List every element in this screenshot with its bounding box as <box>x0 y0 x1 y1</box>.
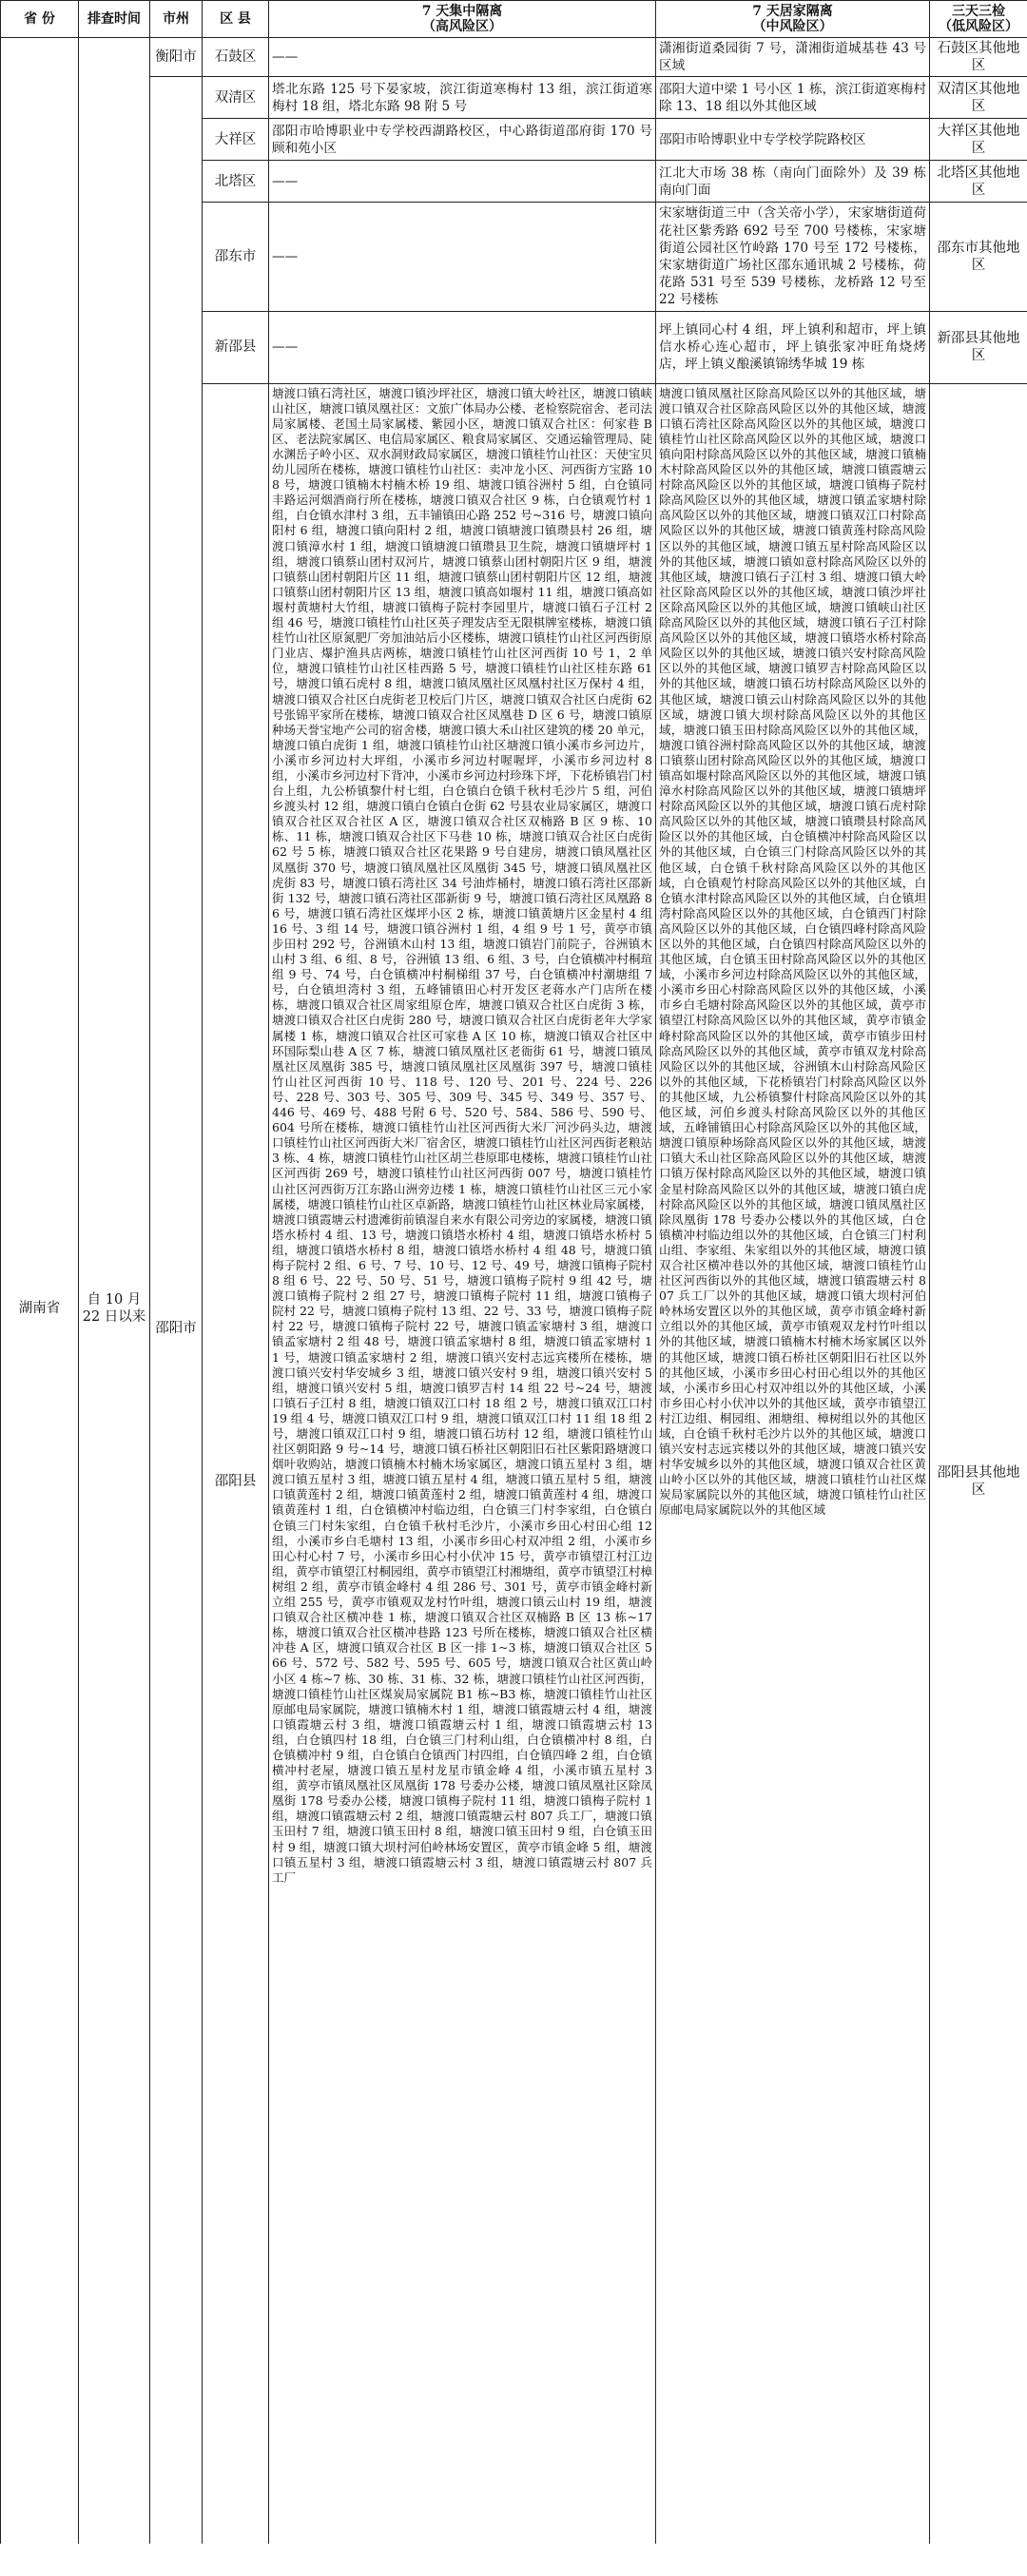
table-row <box>1 77 1027 119</box>
low-risk-cell: 新邵县其他地区 <box>930 311 1027 383</box>
county-cell: 双清区 <box>203 77 269 119</box>
table-row <box>1 38 1027 77</box>
mid-risk-cell: 邵阳大道中梁 1 号小区 1 栋，滨江街道寒梅村除 13、18 组以外其他区域 <box>656 77 930 119</box>
mid-risk-cell: 塘渡口镇凤凰社区除高风险区以外的其他区域，塘渡口镇双合社区除高风险区以外的其他区域，塘渡口镇石湾社区除高风险区以外的其他区域，塘渡口镇桂竹山社区除高风险区以外的其他区域，塘渡口镇向阳村除高风险区以外的其他区域，塘渡口镇楠木村除高风险区以外的其他区域，塘渡口镇霞塘云村除高风险区以外的其他区域，塘渡口镇梅子院村除高风险区以外的其他区域，塘渡口镇孟家塘村除高风险区以外的其他区域，塘渡口镇双江口村除高风险区以外的其他区域，塘渡口镇黄莲村除高风险区以外的其他区域，塘渡口镇五星村除高风险区以外的其他区域，塘渡口镇如意村除高风险区以外的其他区域，塘渡口镇石子江村 3 组、塘渡口镇大岭社区除高风险区以外的其他区域，塘渡口镇沙坪社区除高风险区以外的其他区域，塘渡口镇峡山社区除高风险区以外的其他区域，塘渡口镇石子江村除高风险区以外的其他区域，塘渡口镇塔水桥村除高风险区以外的其他区域，塘渡口镇兴安村除高风险区以外的其他区域，塘渡口镇罗吉村除高风险区以外的其他区域，塘渡口镇石坊村除高风险区以外的其他区域，塘渡口镇云山村除高风险区以外的其他区域，塘渡口镇大坝村除高风险区以外的其他区域，塘渡口镇玉田村除高风险区以外的其他区域，塘渡口镇谷洲村除高风险区以外的其他区域，塘渡口镇蔡山团村除高风险区以外的其他区域，塘渡口镇高如堰村除高风险区以外的其他区域，塘渡口镇漳水村除高风险区以外的其他区域，塘渡口镇塘坪村除高风险区以外的其他区域，塘渡口镇石虎村除高风险区以外的其他区域，塘渡口镇瓒县村除高风险区以外的其他区域，白仓镇横冲村除高风险区以外的其他区域，白仓镇三门村除高风险区以外的其他区域，白仓镇千秋村除高风险区以外的其他区域，白仓镇观竹村除高风险区以外的其他区域，白仓镇水津村除高风险区以外的其他区域，白仓镇坦湾村除高风险区以外的其他区域，白仓镇西门村除高风险区以外的其他区域，白仓镇四峰村除高风险区以外的其他区域，白仓镇四村除高风险区以外的其他区域，白仓镇玉田村除高风险区以外的其他区域，小溪市乡河边村除高风险区以外的其他区域，小溪市乡田心村除高风险区以外的其他区域，小溪市乡白毛塘村除高风险区以外的其他区域，黄亭市镇望江村除高风险区以外的其他区域，黄亭市镇金峰村除高风险区以外的其他区域，黄亭市镇步田村除高风险区以外的其他区域，黄亭市镇双龙村除高风险区以外的其他区域，谷洲镇木山村除高风险区以外的其他区域，下花桥镇岩门村除高风险区以外的其他区域，九公桥镇黎什村除高风险区以外的其他区域，河伯乡渡头村除高风险区以外的其他区域，五峰铺镇田心村除高风险区以外的其他区域，塘渡口镇原种场除高风险区以外的其他区域，塘渡口镇大禾山社区除高风险区以外的其他区域，塘渡口镇万保村除高风险区以外的其他区域，塘渡口镇金星村除高风险区以外的其他区域，塘渡口镇白虎村除高风险区以外的其他区域，塘渡口镇凤凰社区除凤凰街 178 号委办公楼以外的其他区域，白仓镇横冲村临边组以外的其他区域，白仓镇三门村利山组、李家组、朱家组以外的其他区域，塘渡口镇双合社区横冲巷以外的其他区域，塘渡口镇桂竹山社区河西街以外的其他区域，塘渡口镇霞塘云村 807 兵工厂以外的其他区域，塘渡口镇大坝村河伯岭林场安置区以外的其他区域，黄亭市镇金峰村新立组以外的其他区域，黄亭市镇观双龙村竹叶组以外的其他区域，塘渡口镇楠木村楠木场家属区以外的其他区域，塘渡口镇石桥社区朝阳旧石社区以外的其他区域，小溪市乡田心村田心组以外的其他区域，小溪市乡田心村双冲组以外的其他区域，小溪市乡田心村小伏冲以外的其他区域，黄亭市镇望江村江边组、桐园组、湘塘组、樟树组以外的其他区域，白仓镇千秋村毛沙片以外的其他区域，塘渡口镇兴安村志远宾楼以外的其他区域，塘渡口镇兴安村华安城乡以外的其他区域，塘渡口镇双合社区黄山岭小区以外的其他区域，塘渡口镇桂竹山社区煤炭局家属院以外的其他区域，塘渡口镇桂竹山社区原邮电局家属院以外的其他区域 <box>656 383 930 2544</box>
county-cell: 邵东市 <box>203 203 269 311</box>
high-risk-cell: 塘渡口镇石湾社区，塘渡口镇沙坪社区，塘渡口镇大岭社区，塘渡口镇峡山社区，塘渡口镇凤凰社区：文旅广体局办公楼、老检察院宿舍、老司法局家属楼、老国土局家属楼、紫园小区，塘渡口镇双合社区：何家巷 B 区、老法院家属区、电信局家属区、粮食局家属区、交通运输管理局、陡水渊岳子岭小区、双水洞财政局家属区，塘渡口镇桂竹山社区：天使宝贝幼儿园所在楼栋，塘渡口镇桂竹山社区：卖冲龙小区、河西街方宝路 108 号，塘渡口镇楠木村楠木桥 19 组、塘渡口镇谷洲村 5 组，白仓镇同丰路运河烟酒商行所在楼栋，塘渡口镇双合社区 9 栋，白仓镇观竹村 1 组，白仓镇水津村 3 组，五丰铺镇田心路 252 号~316 号，塘渡口镇向阳村 6 组，塘渡口镇向阳村 2 组，塘渡口镇塘渡口镇瓒县村 26 组，塘渡口镇漳水村 1 组，塘渡口镇塘渡口镇瓒县卫生院，塘渡口镇塘坪村 1 组，塘渡口镇蔡山团村双河片，塘渡口镇蔡山团村朝阳片区 9 组，塘渡口镇蔡山团村朝阳片区 11 组，塘渡口镇蔡山团村朝阳片区 12 组，塘渡口镇蔡山团村朝阳片区 13 组，塘渡口镇高如堰村 11 组，塘渡口镇高如堰村黄塘村大竹组，塘渡口镇梅子院村李园里片，塘渡口镇石子江村 2 组 46 号，塘渡口镇桂竹山社区英子理发店至无限棋牌室楼栋，塘渡口镇桂竹山社区原氮肥厂旁加油站后小区楼栋，塘渡口镇桂竹山社区河西街原门业店、爆护渔具店两栋，塘渡口镇桂竹山社区河西街 10 号 1，2 单位，塘渡口镇桂竹山社区桂西路 5 号，塘渡口镇桂竹山社区桂东路 61 号，塘渡口镇石虎村 8 组，塘渡口镇凤凰社区凤凰村社区万保村 4 组，塘渡口镇双合社区白虎街老卫校后门片区，塘渡口镇双合社区白虎街 62 号张锦平家所在楼栋，塘渡口镇双合社区凤凰巷 D 区 6 号，塘渡口镇原种场天誉宝地产公司的宿舍楼，塘渡口镇大禾山社区建筑的楼 20 单元，塘渡口镇白虎街 1 组，塘渡口镇桂竹山社区塘渡口镇小溪市乡河边片，小溪市乡河边村大坪组，小溪市乡河边村喔喔坪，小溪市乡河边村 8 组，小溪市乡河边村下背冲，小溪市乡河边村珍珠下坪，下花桥镇岩门村台上组，九公桥镇黎什村七组，白仓镇白仓镇千秋村毛沙片 5 组，河伯乡渡头村 12 组，塘渡口镇白仓镇白仓街 62 号县农业局家属区，塘渡口镇双合社区双合社区 A 区，塘渡口镇双合社区双楠路 B 区 9 栋、10 栋、11 栋，塘渡口镇双合社区下马巷 10 栋，塘渡口镇双合社区白虎街 62 号 5 栋，塘渡口镇双合社区花果路 9 号自建房，塘渡口镇凤凰社区凤凰街 370 号，塘渡口镇凤凰社区凤凰街 345 号，塘渡口镇凤凰社区虎街 83 号，塘渡口镇石湾社区 34 号油炸桶村，塘渡口镇石湾社区邵新街 132 号，塘渡口镇石湾社区邵新街 9 号，塘渡口镇石湾社区凤凰路 86 号，塘渡口镇石湾社区煤坪小区 2 栋，塘渡口镇黄塘片区金星村 4 组 16 号、3 组 14 号，塘渡口镇谷洲村 1 组，4 组 9 号 1 号，黄亭市镇步田村 292 号，谷洲镇木山村 13 组，塘渡口镇岩门前院子，谷洲镇木山村 3 组、6 组、8 号，谷洲镇 13 组、6 组、3 号，白仓镇横冲村桐瑄组 9 号、74 号，白仓镇横冲村桐梯组 37 号，白仓镇横冲村潮塘组 7 号，白仓镇坦湾村 3 组，五峰铺镇田心村开发区老蒋水产门店所在楼栋，塘渡口镇双合社区周家组原仓库，塘渡口镇双合社区白虎街 3 栋，塘渡口镇双合社区白虎街 280 号，塘渡口镇双合社区白虎街老年大学家属楼 1 栋，塘渡口镇双合社区可家巷 A 区 10 栋，塘渡口镇双合社区中环国际梨山巷 A 区 7 栋，塘渡口镇凤凰社区老衙街 61 号，塘渡口镇凤凰社区凤凰街 385 号，塘渡口镇凤凰社区凤凰街 397 号，塘渡口镇桂竹山社区河西街 10 号、118 号、120 号、201 号、224 号、226 号、228 号、303 号、305 号、309 号、345 号、349 号、357 号、446 号、469 号、488 号附 6 号、520 号、584、586 号、590 号、604 号所在楼栋，塘渡口镇桂竹山社区河西街大米厂河沙码头边，塘渡口镇桂竹山社区河西街大米厂宿舍区，塘渡口镇桂竹山社区河西街老粮站 3 栋、4 栋，塘渡口镇桂竹山社区胡兰巷原耶电楼栋，塘渡口镇桂竹山社区河西街 269 号，塘渡口镇桂竹山社区河西街 007 号，塘渡口镇桂竹山社区河西街万江东路山洲旁边楼 1 栋，塘渡口镇桂竹山社区三元小家属楼，塘渡口镇桂竹山社区卓新路，塘渡口镇桂竹山社区林业局家属楼，塘渡口镇霞塘云村遗滩街前镇湿自来水有限公司旁边的家属楼，塘渡口镇塔水桥村 4 组、13 号，塘渡口镇塔水桥村 4 组，塘渡口镇塔水桥村 5 组，塘渡口镇塔水桥村 8 组，塘渡口镇塔水桥村 4 组 48 号，塘渡口镇梅子院村 2 组、6 号、7 号、10 号、12 号、49 号，塘渡口镇梅子院村 8 组 6 号、22 号、50 号、51 号，塘渡口镇梅子院村 9 组 42 号，塘渡口镇梅子院村 2 组 27 号，塘渡口镇梅子院村 11 组，塘渡口镇梅子院村 22 号，塘渡口镇梅子院村 13 组、22 号、33 号，塘渡口镇梅子院村 22 号，塘渡口镇梅子院村 22 号，塘渡口镇孟家塘村 3 组，塘渡口镇孟家塘村 2 组 48 号，塘渡口镇孟家塘村 8 组，塘渡口镇孟家塘村 11 号，塘渡口镇孟家塘村 2 组，塘渡口镇兴安村志远宾楼所在楼栋，塘渡口镇兴安村华安城乡 3 组，塘渡口镇兴安村 9 组，塘渡口镇兴安村 5 组，塘渡口镇兴安村 5 组，塘渡口镇罗吉村 14 组 22 号~24 号，塘渡口镇石子江村 8 组，塘渡口镇双江口村 18 组 2 号，塘渡口镇双江口村 19 组 4 号，塘渡口镇双江口村 9 组，塘渡口镇双江口村 11 组 18 组 2 号，塘渡口镇双江口村 9 组，塘渡口镇石坊村 12 组，塘渡口镇桂竹山社区朝阳路 9 号~14 号，塘渡口镇石桥社区朝阳旧石社区紫阳路塘渡口烟叶收购站，塘渡口镇楠木村楠木场家属区，塘渡口镇五星村 3 组，塘渡口镇五星村 3 组，塘渡口镇五星村 4 组，塘渡口镇五星村 5 组，塘渡口镇黄莲村 2 组，塘渡口镇黄莲村 2 组，塘渡口镇黄莲村 4 组，塘渡口镇黄莲村 1 组，白仓镇横冲村临边组，白仓镇三门村李家组，白仓镇白仓镇三门村朱家组，白仓镇千秋村毛沙片，小溪市乡田心村田心组 12 组，小溪市乡白毛塘村 13 组，小溪市乡田心村双冲组 2 组，小溪市乡田心村心村 7 号，小溪市乡田心村小伏冲 15 号，黄亭市镇望江村江边组，黄亭市镇望江村桐园组，黄亭市镇望江村湘塘组，黄亭市镇望江村樟树组 2 组，黄亭市镇金峰村 4 组 286 号、301 号，黄亭市镇金峰村新立组 255 号，黄亭市镇观双龙村竹叶组，塘渡口镇云山村 19 组，塘渡口镇双合社区横冲巷 1 栋，塘渡口镇双合社区双楠路 B 区 13 栋~17 栋，塘渡口镇双合社区横冲巷路 123 号所在楼栋，塘渡口镇双合社区横冲巷 A 区，塘渡口镇双合社区 B 区一排 1~3 栋，塘渡口镇双合社区 566 号、572 号、582 号、595 号、605 号，塘渡口镇双合社区黄山岭小区 4 栋~7 栋、30 栋、31 栋、32 栋，塘渡口镇桂竹山社区河西街，塘渡口镇桂竹山社区煤炭局家属院 B1 栋~B3 栋，塘渡口镇桂竹山社区原邮电局家属院，塘渡口镇楠木村 1 组，塘渡口镇霞塘云村 4 组，塘渡口镇霞塘云村 3 组，塘渡口镇霞塘云村 1 组，塘渡口镇霞塘云村 13 组，白仓镇四村 18 组，白仓镇三门村利山组，白仓镇横冲村 8 组，白仓镇横冲村 9 组，白仓镇白仓镇西门村四组，白仓镇四峰 2 组，白仓镇横冲村老屋，塘渡口镇五星村龙星市镇金峰 4 组，小溪市镇五星村 3 组，黄亭市镇凤凰社区凤凰街 178 号委办公楼，塘渡口镇凤凰社区除凤凰街 178 号委办公楼，塘渡口镇梅子院村 11 组，塘渡口镇梅子院村 1 组，塘渡口镇霞塘云村 2 组，塘渡口镇霞塘云村 807 兵工厂，塘渡口镇玉田村 7 组，塘渡口镇玉田村 8 组，塘渡口镇玉田村 9 组，白仓镇玉田村 9 组，塘渡口镇大坝村河伯岭林场安置区，黄亭市镇金峰 5 组，塘渡口镇五星村 3 组，塘渡口镇霞塘云村 3 组，塘渡口镇霞塘云村 807 兵工厂 <box>269 383 656 2544</box>
high-risk-cell: —— <box>269 161 656 203</box>
mid-risk-cell: 潇湘街道桑园街 7 号，潇湘街道城基巷 43 号区域 <box>656 38 930 77</box>
low-risk-cell: 邵阳县其他地区 <box>930 383 1027 2544</box>
city-cell-shaoyang: 邵阳市 <box>150 77 203 2544</box>
mid-risk-cell: 坪上镇同心村 4 组，坪上镇利和超市，坪上镇信水桥心连心超市，坪上镇张家冲旺角烧烤店，坪上镇义酿溪镇锦绣华城 19 栋 <box>656 311 930 383</box>
header-province: 省 份 <box>1 1 79 38</box>
county-cell: 新邵县 <box>203 311 269 383</box>
header-county: 区 县 <box>203 1 269 38</box>
high-risk-cell: 邵阳市哈博职业中专学校西湖路校区，中心路街道邵府街 170 号顾和苑小区 <box>269 119 656 161</box>
county-cell: 北塔区 <box>203 161 269 203</box>
high-risk-cell: —— <box>269 203 656 311</box>
high-risk-cell: —— <box>269 311 656 383</box>
high-risk-cell: —— <box>269 38 656 77</box>
header-city: 市州 <box>150 1 203 38</box>
county-cell: 大祥区 <box>203 119 269 161</box>
county-cell: 邵阳县 <box>203 383 269 2544</box>
mid-risk-cell: 邵阳市哈博职业中专学校学院路校区 <box>656 119 930 161</box>
header-mid-risk: 7 天居家隔离 （中风险区） <box>656 1 930 38</box>
low-risk-cell: 北塔区其他地区 <box>930 161 1027 203</box>
low-risk-cell: 双清区其他地区 <box>930 77 1027 119</box>
header-time: 排查时间 <box>79 1 150 38</box>
low-risk-cell: 大祥区其他地区 <box>930 119 1027 161</box>
low-risk-cell: 邵东市其他地区 <box>930 203 1027 311</box>
province-cell: 湖南省 <box>1 38 79 2545</box>
high-risk-cell: 塔北东路 125 号下晏家坡，滨江街道寒梅村 13 组，滨江街道寒梅村 18 组，塔北东路 98 附 5 号 <box>269 77 656 119</box>
mid-risk-cell: 宋家塘街道三中（含关帝小学），宋家塘街道荷花社区紫秀路 692 号至 700 号楼栋，宋家塘街道公园社区竹岭路 170 号至 172 号楼栋，宋家塘街道广场社区邵东通讯城 2 号楼栋，荷花路 531 号至 539 号楼栋，龙桥路 12 号至 22 号楼栋 <box>656 203 930 311</box>
county-cell: 石鼓区 <box>203 38 269 77</box>
table-header-row <box>1 1 1027 38</box>
low-risk-cell: 石鼓区其他地区 <box>930 38 1027 77</box>
city-cell: 衡阳市 <box>150 38 203 77</box>
mid-risk-cell: 江北大市场 38 栋（南向门面除外）及 39 栋南向门面 <box>656 161 930 203</box>
time-cell: 自 10 月 22 日以来 <box>79 38 150 2545</box>
header-high-risk: 7 天集中隔离 （高风险区） <box>269 1 656 38</box>
header-low-risk: 三天三检 （低风险区） <box>930 1 1027 38</box>
